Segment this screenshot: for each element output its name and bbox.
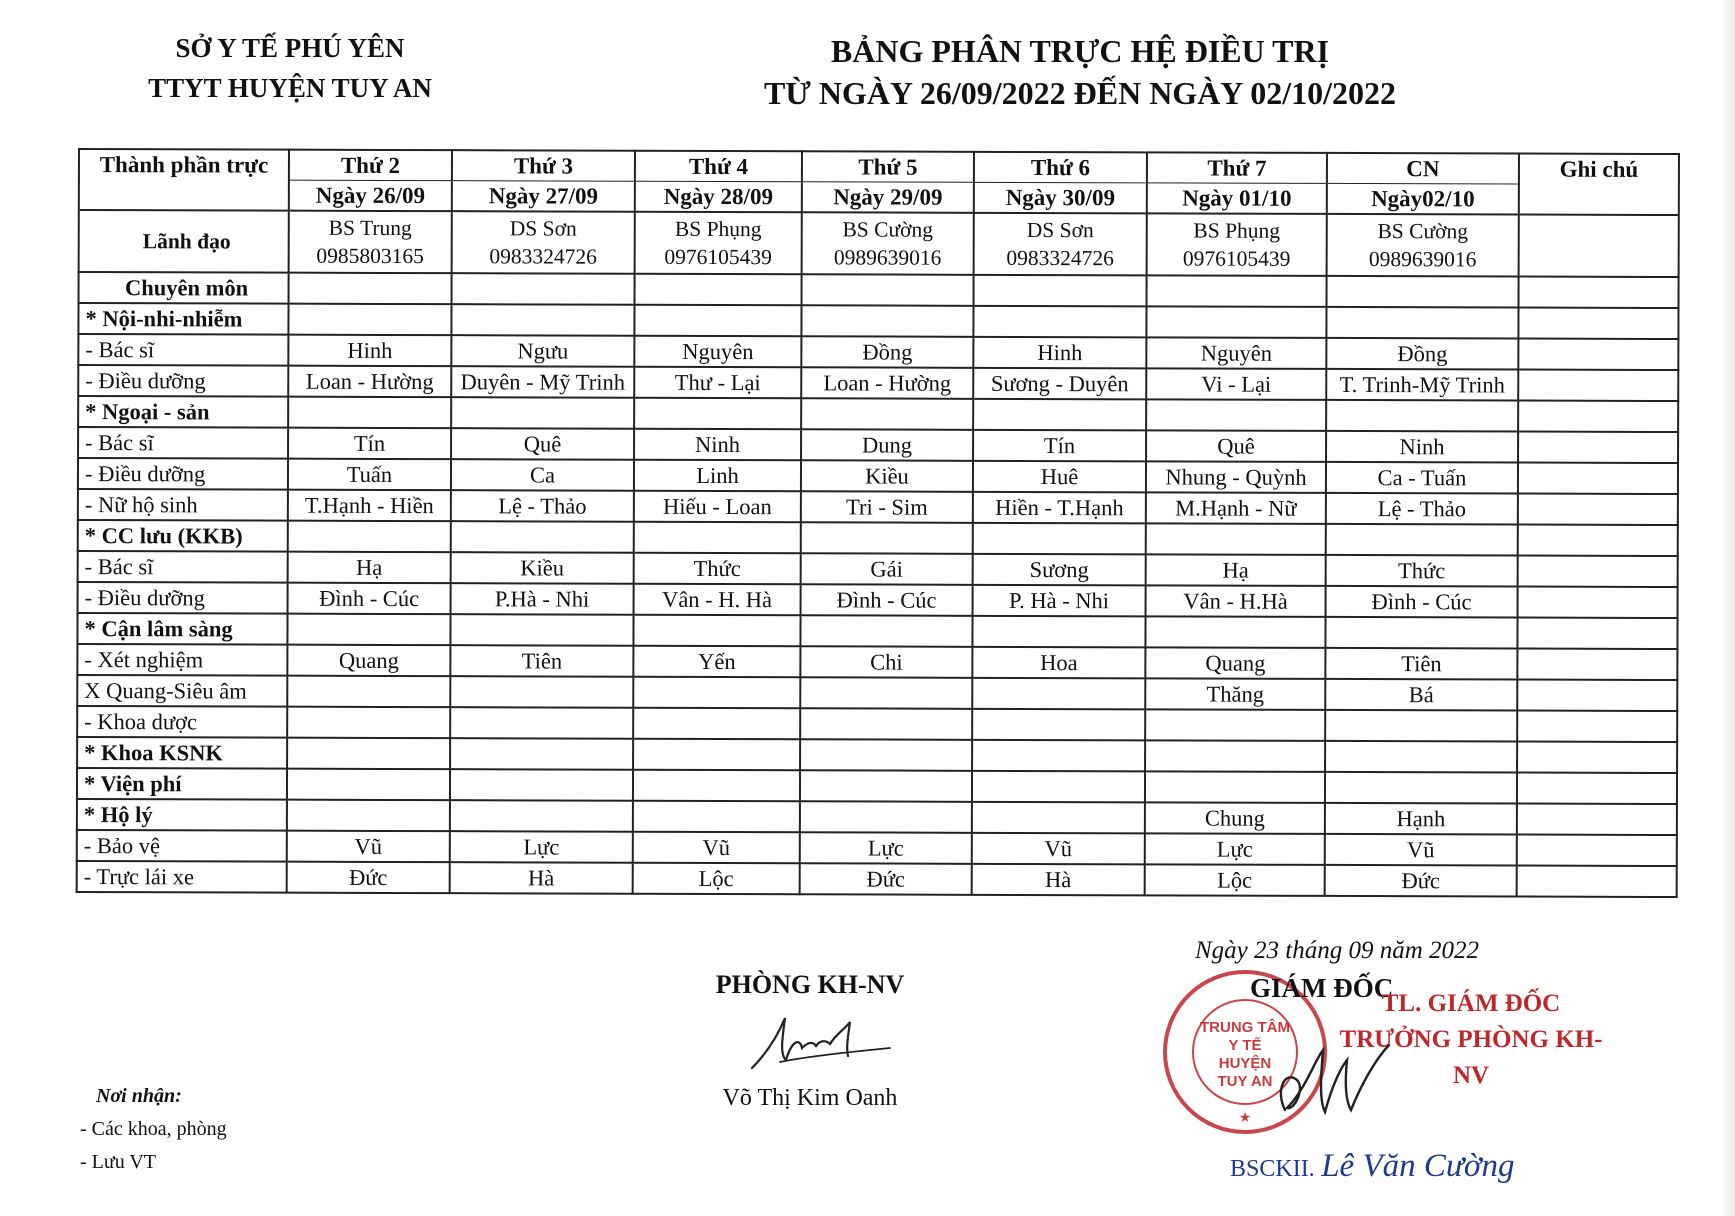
- note-cell: [1517, 618, 1677, 650]
- leader-cell: [452, 211, 635, 274]
- duty-cell: Hiếu - Loan: [634, 491, 801, 523]
- duty-cell: [1327, 276, 1519, 308]
- duty-cell: [1325, 741, 1517, 773]
- duty-row: [77, 675, 1677, 711]
- duty-cell: [1147, 275, 1327, 307]
- row-label: - Trực lái xe: [77, 861, 287, 893]
- leader-cell: [974, 213, 1147, 276]
- duty-cell: [1326, 400, 1518, 432]
- duty-cell: Vân - H.Hà: [1146, 585, 1326, 617]
- duty-cell: Đồng: [1326, 338, 1518, 370]
- delegated-signer-line-1: TL. GIÁM ĐỐC: [1381, 990, 1561, 1017]
- duty-cell: [634, 398, 801, 430]
- duty-cell: [973, 399, 1146, 431]
- duty-row: [77, 830, 1677, 866]
- duty-cell: Lực: [450, 831, 633, 863]
- leader-name: BS Cường: [1377, 219, 1469, 244]
- duty-cell: [800, 677, 972, 709]
- duty-cell: [451, 521, 634, 553]
- leader-name: BS Trung: [328, 215, 412, 241]
- leader-name: DS Sơn: [1026, 217, 1094, 243]
- duty-cell: [1326, 307, 1518, 339]
- duty-cell: Ca: [451, 459, 634, 491]
- duty-row: [77, 644, 1677, 680]
- note-cell: [1519, 215, 1679, 278]
- duty-cell: Sương: [973, 554, 1146, 586]
- note-cell: [1518, 401, 1678, 433]
- row-label: - Điều dưỡng: [78, 582, 288, 614]
- duty-cell: Tín: [973, 430, 1146, 462]
- duty-cell: [972, 802, 1145, 834]
- stamp-text-line: Y TẾ: [1228, 1037, 1262, 1054]
- director-title: GIÁM ĐỐC: [1250, 973, 1394, 1003]
- weekday-header: Thứ 4: [635, 151, 802, 182]
- duty-cell: Quê: [451, 428, 634, 460]
- duty-cell: [288, 521, 451, 553]
- note-cell: [1518, 339, 1678, 371]
- duty-cell: [287, 676, 450, 708]
- duty-cell: [801, 522, 973, 554]
- duty-cell: [972, 740, 1145, 772]
- duty-cell: Chung: [1145, 802, 1325, 834]
- duty-row: [78, 489, 1678, 525]
- duty-cell: Thức: [1326, 555, 1518, 587]
- duty-row: [78, 520, 1678, 556]
- leader-name: DS Sơn: [509, 216, 577, 241]
- weekday-header: Thứ 5: [802, 151, 974, 182]
- duty-cell: [633, 770, 800, 802]
- duty-cell: P. Hà - Nhi: [973, 585, 1146, 617]
- note-cell: [1517, 649, 1677, 681]
- row-label: - Bác sĩ: [78, 334, 288, 366]
- date-header: Ngày 27/09: [452, 181, 635, 212]
- note-cell: [1518, 587, 1678, 619]
- note-cell: [1517, 835, 1677, 867]
- duty-cell: T.Hạnh - Hiền: [288, 490, 451, 522]
- duty-cell: Hinh: [973, 337, 1146, 369]
- note-cell: [1517, 680, 1677, 712]
- org-line-1: SỞ Y TẾ PHÚ YÊN: [175, 33, 405, 63]
- duty-row: [77, 737, 1677, 773]
- leader-phone: 0985803165: [316, 243, 424, 269]
- duty-cell: Vũ: [633, 832, 800, 864]
- title-line-2: TỪ NGÀY 26/09/2022 ĐẾN NGÀY 02/10/2022: [764, 75, 1396, 111]
- duty-cell: Tri - Sim: [801, 491, 973, 523]
- duty-cell: Hạ: [288, 552, 451, 584]
- duty-cell: Tiên: [1325, 648, 1517, 680]
- document-title: [700, 30, 1460, 114]
- column-header-duty-role: Thành phần trực: [79, 149, 289, 211]
- row-label: - Điều dưỡng: [78, 365, 288, 397]
- duty-cell: Quang: [287, 645, 450, 677]
- duty-cell: [800, 801, 972, 833]
- row-label-leadership: Lãnh đạo: [79, 210, 289, 273]
- duty-cell: Vân - H. Hà: [634, 584, 801, 616]
- date-header: Ngày 30/09: [974, 182, 1147, 213]
- duty-row: [78, 396, 1678, 432]
- row-label: * Cận lâm sàng: [77, 613, 287, 645]
- duty-cell: Lệ - Thảo: [451, 490, 634, 522]
- note-cell: [1518, 525, 1678, 557]
- duty-cell: Hiền - T.Hạnh: [973, 492, 1146, 524]
- duty-cell: Nguyên: [1146, 337, 1326, 369]
- leader-phone: 0983324726: [1006, 245, 1114, 271]
- duty-cell: [972, 709, 1145, 741]
- director-signature: [1265, 1030, 1405, 1130]
- duty-cell: [800, 739, 972, 771]
- duty-cell: [800, 770, 972, 802]
- duty-cell: Gái: [801, 553, 973, 585]
- duty-cell: Lệ - Thảo: [1326, 493, 1518, 525]
- duty-cell: [634, 305, 801, 337]
- duty-cell: Thư - Lại: [634, 367, 801, 399]
- note-cell: [1518, 432, 1678, 464]
- duty-cell: Hoa: [972, 647, 1145, 679]
- duty-cell: [1325, 772, 1517, 804]
- svg-text:★: ★: [1238, 1111, 1252, 1126]
- duty-cell: Ngưu: [451, 335, 634, 367]
- duty-cell: [450, 800, 633, 832]
- duty-cell: [287, 769, 450, 801]
- duty-cell: [450, 614, 633, 646]
- department-title: PHÒNG KH-NV: [715, 970, 905, 999]
- duty-cell: [633, 739, 800, 771]
- duty-cell: Vũ: [972, 833, 1145, 865]
- row-label: * Nội-nhi-nhiễm: [78, 303, 288, 335]
- note-cell: [1517, 866, 1677, 898]
- duty-cell: Nhung - Quỳnh: [1146, 461, 1326, 493]
- duty-cell: [450, 707, 633, 739]
- duty-cell: [287, 800, 450, 832]
- row-label: * CC lưu (KKB): [78, 520, 288, 552]
- duty-roster-table: [76, 148, 1680, 898]
- duty-cell: Hà: [972, 864, 1145, 896]
- duty-cell: Chi: [800, 646, 972, 678]
- duty-cell: Lộc: [633, 863, 800, 895]
- duty-cell: [1145, 771, 1325, 803]
- duty-cell: Hinh: [288, 335, 451, 367]
- stamp-text-line: HUYỆN: [1218, 1055, 1272, 1072]
- duty-row: [78, 334, 1678, 370]
- duty-row: [77, 613, 1677, 649]
- recipient-item: - Lưu VT: [80, 1151, 157, 1173]
- leader-cell: [1327, 214, 1519, 277]
- delegated-signer-line-2: TRƯỞNG PHÒNG KH-NV: [1339, 1026, 1603, 1089]
- duty-row: [78, 303, 1678, 339]
- leader-phone: 0983324726: [489, 244, 597, 269]
- note-cell: [1517, 773, 1677, 805]
- leader-cell: [1147, 213, 1327, 276]
- row-label: * Viện phí: [77, 768, 287, 800]
- date-header: Ngày 26/09: [289, 180, 452, 211]
- row-label: * Khoa KSNK: [77, 737, 287, 769]
- duty-cell: Vũ: [287, 831, 450, 863]
- page-edge-shadow: [1721, 0, 1735, 1216]
- duty-cell: [289, 273, 452, 305]
- row-label: - Khoa dược: [77, 706, 287, 738]
- duty-cell: [1145, 616, 1325, 648]
- row-label: * Ngoại - sản: [78, 396, 288, 428]
- duty-cell: P.Hà - Nhi: [451, 583, 634, 615]
- duty-cell: [1145, 709, 1325, 741]
- leader-phone: 0989639016: [833, 245, 942, 270]
- duty-cell: [451, 397, 634, 429]
- row-label: - Bác sĩ: [78, 551, 288, 583]
- duty-cell: [802, 274, 974, 306]
- duty-row: [79, 272, 1679, 308]
- duty-cell: [450, 769, 633, 801]
- date-header: Ngày02/10: [1327, 183, 1519, 214]
- duty-cell: Dung: [801, 429, 973, 461]
- duty-cell: [635, 274, 802, 306]
- duty-row: [77, 861, 1677, 897]
- duty-cell: Loan - Hường: [801, 367, 973, 399]
- note-cell: [1518, 370, 1678, 402]
- leadership-row: [79, 210, 1679, 277]
- weekday-header: CN: [1327, 153, 1519, 184]
- stamp-text-line: TRUNG TÂM: [1200, 1019, 1290, 1036]
- duty-cell: Huê: [973, 461, 1146, 493]
- duty-cell: [1326, 524, 1518, 556]
- row-label: - Điều dưỡng: [78, 458, 288, 490]
- duty-cell: [450, 676, 633, 708]
- duty-cell: Quang: [1145, 647, 1325, 679]
- duty-cell: Thức: [634, 553, 801, 585]
- duty-cell: Linh: [634, 460, 801, 492]
- duty-cell: [288, 304, 451, 336]
- duty-cell: [633, 801, 800, 833]
- row-label: - Xét nghiệm: [77, 644, 287, 676]
- duty-cell: Bá: [1325, 679, 1517, 711]
- date-header: Ngày 29/09: [802, 182, 974, 213]
- duty-cell: Lực: [1145, 833, 1325, 865]
- note-cell: [1518, 556, 1678, 588]
- department-signer-name: Võ Thị Kim Oanh: [722, 1085, 898, 1111]
- duty-row: [78, 582, 1678, 618]
- leader-cell: [289, 211, 452, 274]
- duty-cell: Hà: [450, 862, 633, 894]
- duty-cell: [800, 615, 972, 647]
- note-cell: [1518, 463, 1678, 495]
- duty-cell: [973, 306, 1146, 338]
- duty-row: [78, 365, 1678, 401]
- row-label: X Quang-Siêu âm: [77, 675, 287, 707]
- duty-cell: Duyên - Mỹ Trinh: [451, 366, 634, 398]
- director-name-line: [1230, 1148, 1514, 1185]
- duty-cell: Kiều: [801, 460, 973, 492]
- duty-row: [77, 706, 1677, 742]
- duty-cell: [633, 677, 800, 709]
- recipients-block: [80, 1080, 227, 1179]
- note-cell: [1518, 308, 1678, 340]
- leader-name: BS Cường: [842, 217, 934, 242]
- note-cell: [1517, 711, 1677, 743]
- note-cell: [1518, 494, 1678, 526]
- header-weekday-row: [79, 149, 1679, 185]
- column-header-notes: Ghi chú: [1519, 154, 1679, 216]
- leader-phone: 0976105439: [664, 244, 772, 270]
- duty-cell: [287, 614, 450, 646]
- duty-cell: [287, 707, 450, 739]
- duty-cell: [1146, 399, 1326, 431]
- row-label: - Nữ hộ sinh: [78, 489, 288, 521]
- note-cell: [1517, 804, 1677, 836]
- duty-cell: Ninh: [1326, 431, 1518, 463]
- duty-cell: [451, 304, 634, 336]
- weekday-header: Thứ 2: [289, 150, 452, 181]
- director-name: Lê Văn Cường: [1321, 1148, 1515, 1184]
- duty-cell: [288, 397, 451, 429]
- duty-cell: [633, 615, 800, 647]
- duty-cell: [972, 771, 1145, 803]
- leader-cell: [802, 212, 974, 275]
- duty-cell: [801, 398, 973, 430]
- duty-cell: [450, 738, 633, 770]
- leader-cell: [635, 212, 802, 275]
- duty-row: [77, 799, 1677, 835]
- duty-cell: Đồng: [801, 336, 973, 368]
- leader-name: BS Phụng: [1193, 218, 1281, 243]
- org-line-2: TTYT HUYỆN TUY AN: [148, 73, 432, 103]
- note-cell: [1519, 277, 1679, 309]
- duty-cell: Hạ: [1146, 554, 1326, 586]
- duty-cell: Hạnh: [1325, 803, 1517, 835]
- duty-cell: T. Trinh-Mỹ Trinh: [1326, 369, 1518, 401]
- row-label: - Bác sĩ: [78, 427, 288, 459]
- stamp-text-line: TUY AN: [1217, 1073, 1273, 1090]
- duty-cell: Lực: [800, 832, 972, 864]
- leader-name: BS Phụng: [674, 216, 762, 242]
- duty-cell: [974, 275, 1147, 307]
- weekday-header: Thứ 6: [974, 152, 1147, 183]
- duty-cell: Nguyên: [634, 336, 801, 368]
- note-cell: [1517, 742, 1677, 774]
- row-label: Chuyên môn: [79, 272, 289, 304]
- duty-cell: [1146, 306, 1326, 338]
- duty-cell: Tiên: [450, 645, 633, 677]
- duty-row: [78, 458, 1678, 494]
- weekday-header: Thứ 3: [452, 150, 635, 181]
- title-line-1: BẢNG PHÂN TRỰC HỆ ĐIỀU TRỊ: [830, 33, 1330, 69]
- duty-cell: Vũ: [1325, 834, 1517, 866]
- recipients-heading: Nơi nhận:: [96, 1085, 182, 1107]
- duty-cell: Vi - Lại: [1146, 368, 1326, 400]
- duty-cell: Lộc: [1145, 864, 1325, 896]
- duty-cell: [972, 678, 1145, 710]
- duty-row: [78, 427, 1678, 463]
- duty-cell: Tuấn: [288, 459, 451, 491]
- director-degree: BSCKII.: [1230, 1156, 1315, 1182]
- duty-cell: Tín: [288, 428, 451, 460]
- duty-cell: Đức: [800, 863, 972, 895]
- duty-cell: Yến: [633, 646, 800, 678]
- row-label: * Hộ lý: [77, 799, 287, 831]
- duty-cell: [1145, 740, 1325, 772]
- header-date-row: [79, 180, 1679, 216]
- duty-cell: [1146, 523, 1326, 555]
- duty-cell: Đức: [287, 862, 450, 894]
- department-signature: [740, 1000, 900, 1080]
- duty-cell: Đình - Cúc: [1326, 586, 1518, 618]
- duty-cell: [972, 616, 1145, 648]
- weekday-header: Thứ 7: [1147, 152, 1327, 183]
- duty-cell: [1325, 617, 1517, 649]
- signing-date: Ngày 23 tháng 09 năm 2022: [1195, 937, 1480, 964]
- duty-cell: Ca - Tuấn: [1326, 462, 1518, 494]
- duty-cell: [634, 522, 801, 554]
- duty-cell: Kiều: [451, 552, 634, 584]
- leader-phone: 0976105439: [1182, 246, 1291, 271]
- duty-cell: [452, 273, 635, 305]
- duty-cell: Đức: [1325, 865, 1517, 897]
- organization-header: [100, 28, 480, 108]
- duty-row: [77, 768, 1677, 804]
- duty-cell: Đình - Cúc: [801, 584, 973, 616]
- duty-cell: [633, 708, 800, 740]
- duty-cell: Quê: [1146, 430, 1326, 462]
- duty-cell: Thăng: [1145, 678, 1325, 710]
- duty-cell: [800, 708, 972, 740]
- duty-row: [78, 551, 1678, 587]
- duty-cell: M.Hạnh - Nữ: [1146, 492, 1326, 524]
- date-header: Ngày 28/09: [635, 181, 802, 212]
- duty-cell: [973, 523, 1146, 555]
- duty-cell: [287, 738, 450, 770]
- leader-phone: 0989639016: [1368, 247, 1477, 272]
- recipient-item: - Các khoa, phòng: [80, 1118, 227, 1140]
- duty-cell: Loan - Hường: [288, 366, 451, 398]
- date-header: Ngày 01/10: [1147, 183, 1327, 214]
- duty-cell: [1325, 710, 1517, 742]
- duty-cell: [801, 305, 973, 337]
- row-label: - Bảo vệ: [77, 830, 287, 862]
- duty-cell: Sương - Duyên: [973, 368, 1146, 400]
- duty-cell: Ninh: [634, 429, 801, 461]
- duty-cell: Đình - Cúc: [288, 583, 451, 615]
